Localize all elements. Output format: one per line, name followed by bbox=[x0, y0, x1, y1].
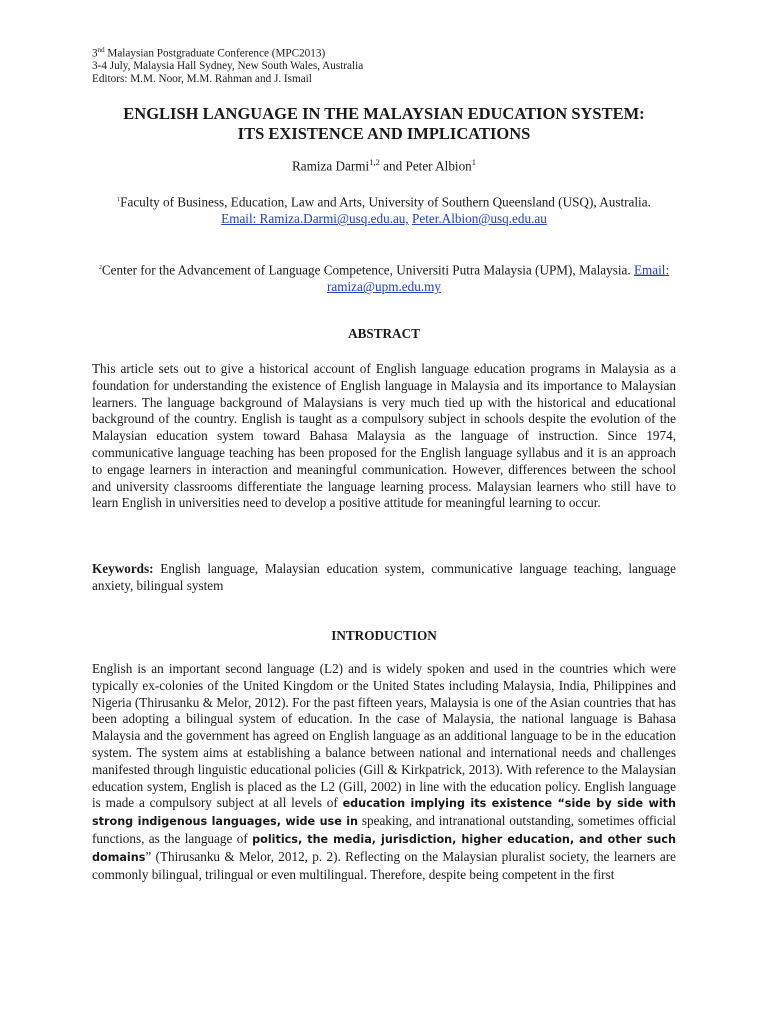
title-line-1: ENGLISH LANGUAGE IN THE MALAYSIAN EDUCATION SYSTEM: bbox=[123, 104, 645, 123]
author-1-affiliation-marks: 1,2 bbox=[369, 157, 380, 167]
conference-ordinal-suffix: nd bbox=[97, 46, 105, 54]
author-1-name: Ramiza Darmi bbox=[291, 158, 370, 174]
affiliation-2-marker: 2 bbox=[98, 265, 102, 271]
introduction-body bbox=[92, 661, 676, 883]
email-link-darmi-usq[interactable]: Email: Ramiza.Darmi@usq.edu.au, bbox=[221, 211, 409, 227]
abstract-body: This article sets out to give a historical account of English language education programs in Malaysia as a foundation for understanding the existence of English language in Malaysia and its importance to Malaysian learners. The language background of Malaysians is very much tied up with the historical and educational background of the country. English is taught as a compulsory subject in schools despite the evolution of the Malaysian education system toward Bahasa Malaysia as the language of instruction. Since 1974, communicative language teaching has been proposed for the English language syllabus and it is an approach to engage learners in interaction and meaningful communication. However, differences between the school and university classrooms differentiate the language learning process. Malaysian learners who still have to learn English in universities need to develop a positive attitude for meaningful learning to occur. bbox=[92, 361, 676, 511]
affiliation-2 bbox=[80, 260, 688, 296]
intro-text-3: ” (Thirusanku & Melor, 2012, p. 2). Reflecting on the Malaysian pluralist society, the learners are commonly bilingual, trilingual or even multilingual. Therefore, despite being competent in the first bbox=[92, 848, 676, 882]
keywords-label: Keywords: bbox=[92, 561, 154, 576]
intro-text-2: speaking, and intranational outstanding, sometimes official functions, as the language of bbox=[92, 813, 676, 846]
author-line bbox=[60, 157, 708, 174]
keywords-paragraph bbox=[92, 561, 676, 595]
affiliation-1-text: Faculty of Business, Education, Law and Arts, University of Southern Queensland (USQ), Australia. bbox=[120, 194, 651, 210]
conference-name bbox=[92, 44, 363, 60]
conference-ordinal: 3 bbox=[92, 47, 98, 60]
author-2-affiliation-mark: 1 bbox=[471, 157, 477, 167]
conference-header bbox=[92, 44, 363, 85]
intro-text-1: English is an important second language (L2) and is widely spoken and used in the countries which were typically ex-colonies of the United Kingdom or the United States including Malaysia, India, Philippines and Nigeria (Thirusanku & Melor, 2012). For the past fifteen years, Malaysia is one of the Asian countries that has been adopting a bilingual system of education. In the case of Malaysia, the national language is Bahasa Malaysia and the government has agreed on English language as an additional language to be in the education system. The system aims at establishing a balance between national and international needs and challenges manifested through linguistic educational policies (Gill & Kirkpatrick, 2013). With reference to the Malaysian education system, English is placed as the L2 (Gill, 2002) in line with the education policy. English language is made a compulsory subject at all levels of bbox=[92, 661, 676, 811]
intro-bold-quote-2: politics, the media, jurisdiction, higher education, and other such domains bbox=[92, 832, 676, 864]
title-line-2: ITS EXISTENCE AND IMPLICATIONS bbox=[237, 123, 531, 143]
introduction-heading: INTRODUCTION bbox=[331, 628, 437, 643]
conference-location: 3-4 July, Malaysia Hall Sydney, New South Wales, Australia bbox=[92, 60, 364, 73]
affiliation-1 bbox=[80, 192, 688, 228]
paper-title bbox=[60, 104, 708, 143]
author-2-name: and Peter Albion bbox=[379, 158, 472, 174]
email-link-albion-usq[interactable]: Peter.Albion@usq.edu.au bbox=[412, 211, 547, 227]
keywords-text: English language, Malaysian education system, communicative language teaching, language anxiety, bilingual system bbox=[92, 561, 676, 593]
conference-title: Malaysian Postgraduate Conference (MPC2013) bbox=[104, 47, 326, 60]
email-link-darmi-upm[interactable]: Email: ramiza@upm.edu.my bbox=[327, 262, 670, 295]
conference-editors: Editors: M.M. Noor, M.M. Rahman and J. Ismail bbox=[92, 72, 312, 85]
intro-bold-quote-1: education implying its existence “side by side with strong indigenous languages, wide use in bbox=[92, 797, 676, 829]
affiliation-1-marker: 1 bbox=[117, 197, 121, 203]
abstract-heading: ABSTRACT bbox=[348, 326, 420, 341]
affiliation-2-text: Center for the Advancement of Language Competence, Universiti Putra Malaysia (UPM), Malaysia. bbox=[101, 262, 631, 278]
